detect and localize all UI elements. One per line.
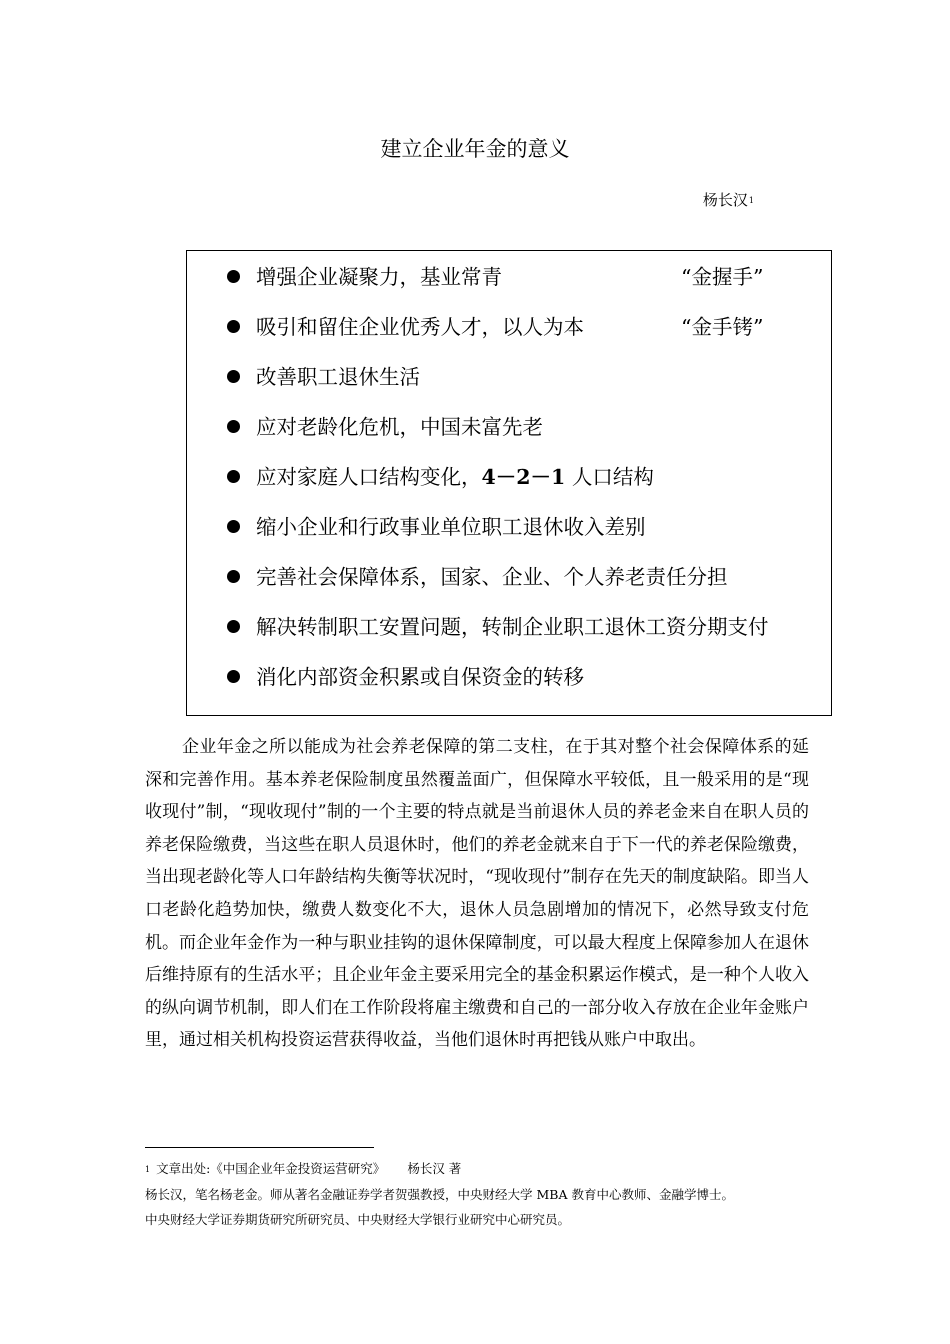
list-item	[227, 506, 769, 556]
list-item-note: “金握手”	[681, 265, 764, 289]
list-item	[227, 456, 769, 506]
bullet-icon	[227, 370, 240, 383]
list-item	[227, 356, 769, 406]
list-item-text: 完善社会保障体系，国家、企业、个人养老责任分担	[256, 565, 728, 589]
family-structure-ratio: 4－2－1	[481, 465, 566, 489]
footnote-source-author: 杨长汉 著	[407, 1161, 462, 1176]
footnote-divider	[145, 1147, 374, 1148]
footnote-source-line	[145, 1156, 835, 1182]
footnote-source: 文章出处:《中国企业年金投资运营研究》	[156, 1161, 386, 1176]
document-title: 建立企业年金的意义	[380, 137, 570, 161]
key-points-list	[227, 256, 769, 706]
list-item-text: 缩小企业和行政事业单位职工退休收入差别	[256, 515, 646, 539]
bullet-icon	[227, 670, 240, 683]
bullet-icon	[227, 470, 240, 483]
list-item-text: 增强企业凝聚力，基业常青	[256, 265, 502, 289]
list-item-text-suffix: 人口结构	[565, 465, 654, 489]
footnotes	[145, 1156, 835, 1232]
list-item	[227, 606, 769, 656]
list-item-text: 解决转制职工安置问题，转制企业职工退休工资分期支付	[256, 615, 769, 639]
bullet-icon	[227, 620, 240, 633]
author-text: 杨长汉	[702, 191, 748, 209]
list-item-text: 改善职工退休生活	[256, 365, 420, 389]
list-item	[227, 656, 769, 706]
list-item	[227, 556, 769, 606]
bullet-icon	[227, 420, 240, 433]
bullet-icon	[227, 520, 240, 533]
footnote-bio-line: 杨长汉，笔名杨老金。师从著名金融证券学者贺强教授，中央财经大学 MBA 教育中心教师、金融学博士。	[145, 1187, 734, 1202]
list-item-text: 应对老龄化危机，中国未富先老	[256, 415, 543, 439]
list-item	[227, 306, 769, 356]
list-item-text: 消化内部资金积累或自保资金的转移	[256, 665, 584, 689]
footnote-marker: 1	[748, 196, 754, 205]
footnote-marker: 1	[145, 1165, 151, 1174]
list-item-text: 应对家庭人口结构变化，	[256, 465, 482, 489]
list-item	[227, 256, 769, 306]
body-paragraph: 企业年金之所以能成为社会养老保障的第二支柱，在于其对整个社会保障体系的延深和完善作用。基本养老保险制度虽然覆盖面广，但保障水平较低，且一般采用的是“现收现付”制，“现收现付”制的一个主要的特点就是当前退休人员的养老金来自在职人员的养老保险缴费，当这些在职人员退休时，他们的养老金就来自于下一代的养老保险缴费，当出现老龄化等人口年龄结构失衡等状况时，“现收现付”制存在先天的制度缺陷。即当人口老龄化趋势加快，缴费人数变化不大，退休人员急剧增加的情况下，必然导致支付危机。而企业年金作为一种与职业挂钩的退休保障制度，可以最大程度上保障参加人在退休后维持原有的生活水平；且企业年金主要采用完全的基金积累运作模式，是一种个人收入的纵向调节机制，即人们在工作阶段将雇主缴费和自己的一部分收入存放在企业年金账户里，通过相关机构投资运营获得收益，当他们退休时再把钱从账户中取出。	[145, 737, 809, 1051]
author-name	[703, 188, 754, 213]
list-item-note: “金手铐”	[681, 315, 764, 339]
list-item	[227, 406, 769, 456]
footnote-bio-line: 中央财经大学证券期货研究所研究员、中央财经大学银行业研究中心研究员。	[145, 1212, 571, 1227]
bullet-icon	[227, 270, 240, 283]
bullet-icon	[227, 570, 240, 583]
bullet-icon	[227, 320, 240, 333]
list-item-text: 吸引和留住企业优秀人才，以人为本	[256, 315, 584, 339]
